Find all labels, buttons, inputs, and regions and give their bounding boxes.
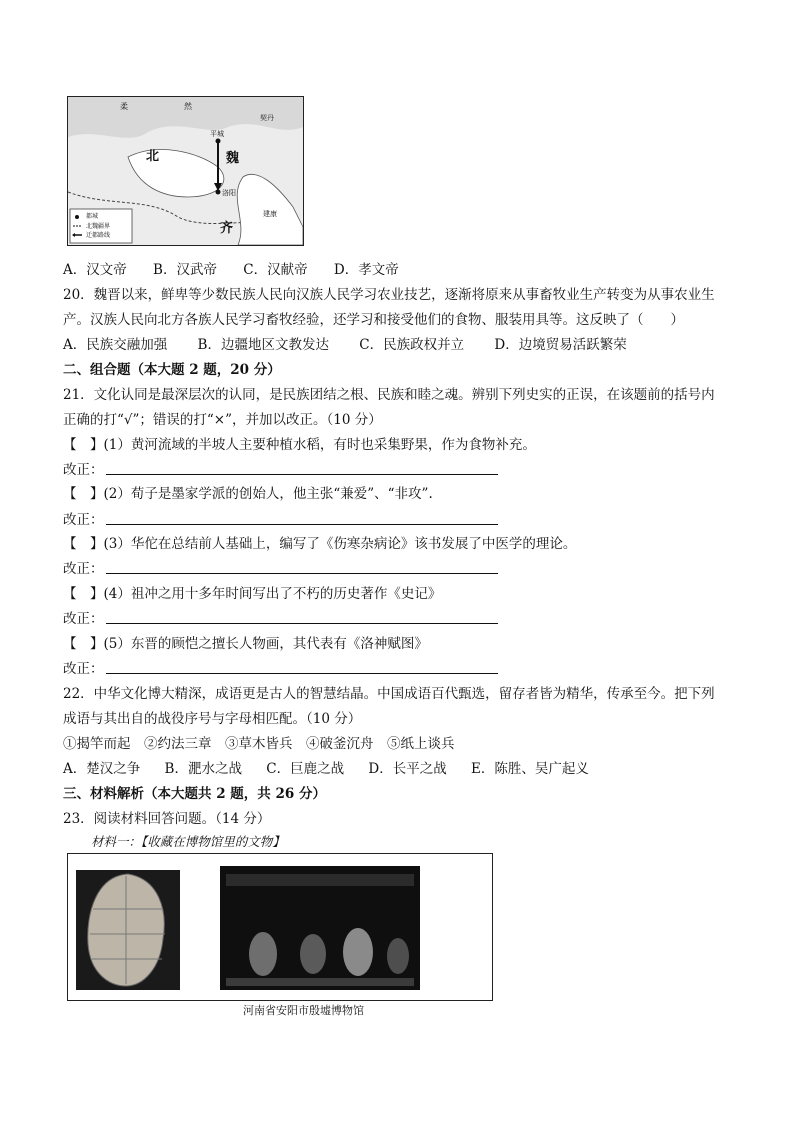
q22-option-b[interactable]: B．淝水之战 [164, 761, 242, 777]
q22-options [63, 757, 611, 777]
q21-correction-line-5[interactable] [106, 673, 498, 674]
northern-wei-map [67, 96, 304, 246]
q21-correction-label-5: 改正： [63, 661, 104, 677]
q19-option-b[interactable]: B．汉武帝 [153, 262, 217, 278]
q20-option-c[interactable]: C．民族政权并立 [359, 337, 465, 353]
legend-border: 北魏疆界 [86, 223, 111, 230]
q22-idioms: ①揭竿而起 ②约法三章 ③草木皆兵 ④破釜沉舟 ⑤纸上谈兵 [63, 736, 455, 752]
q21-correction-label-1: 改正： [63, 462, 104, 478]
q22-option-a[interactable]: A．楚汉之争 [63, 761, 141, 777]
museum-photos [68, 854, 492, 1000]
q20-stem-line2: 产。汉族人民向北方各族人民学习畜牧经验，还学习和接受他们的食物、服装用具等。这反映了（ ） [63, 312, 684, 328]
q22-option-c[interactable]: C．巨鹿之战 [266, 761, 345, 777]
map-label-rouran-2: 然 [184, 102, 192, 111]
q19-option-d[interactable]: D．孝文帝 [333, 262, 399, 278]
material-1-photos [67, 853, 493, 1001]
q21-stem-line2: 正确的打“√”；错误的打“×”，并加以改正。（10 分） [63, 412, 382, 428]
q21-correction-line-2[interactable] [106, 524, 498, 525]
q22-option-e[interactable]: E．陈胜、吴广起义 [471, 761, 589, 777]
map-label-qi: 齐 [220, 221, 234, 236]
q20-option-a[interactable]: A．民族交融加强 [63, 337, 168, 353]
q21-correction-label-4: 改正： [63, 611, 104, 627]
q21-correction-label-3: 改正： [63, 561, 104, 577]
legend-route: 迁都路线 [86, 232, 111, 239]
q19-options [63, 258, 421, 278]
map-label-rouran-1: 柔 [120, 102, 128, 111]
q22-option-d[interactable]: D．长平之战 [368, 761, 447, 777]
q21-correction-line-3[interactable] [106, 573, 498, 574]
map-label-wei: 魏 [226, 151, 240, 166]
map-label-khitan: 契丹 [260, 114, 274, 122]
material-1-caption: 河南省安阳市殷墟博物馆 [243, 1004, 364, 1017]
q19-option-a[interactable]: A．汉文帝 [63, 262, 127, 278]
map-label-bei: 北 [146, 149, 160, 164]
q21-item-5: 【 】(5）东晋的顾恺之擅长人物画，其代表有《洛神赋图》 [63, 636, 428, 652]
map-label-jiankang: 建康 [263, 210, 277, 218]
q23-stem: 23．阅读材料回答问题。（14 分） [63, 811, 271, 827]
legend-capital: 都城 [86, 213, 99, 220]
q21-item-4: 【 】(4）祖冲之用十多年时间写出了不朽的历史著作《史记》 [63, 586, 442, 602]
q22-stem-line1: 22．中华文化博大精深，成语更是古人的智慧结晶。中国成语百代甄选，留存者皆为精华，传承至今。把下列 [63, 686, 715, 702]
q21-item-1: 【 】(1）黄河流域的半坡人主要种植水稻，有时也采集野果，作为食物补充。 [63, 437, 536, 453]
q21-item-3: 【 】(3）华佗在总结前人基础上，编写了《伤寒杂病论》该书发展了中医学的理论。 [63, 536, 577, 552]
q20-option-d[interactable]: D．边境贸易活跃繁荣 [494, 337, 627, 353]
q21-item-2: 【 】(2）荀子是墨家学派的创始人，他主张“兼爱”、“非攻”. [63, 486, 433, 502]
q21-stem-line1: 21．文化认同是最深层次的认同，是民族团结之根、民族和睦之魂。辨别下列史实的正误，在该题前的括号内 [63, 387, 715, 403]
map-label-luoyang: 洛阳 [222, 189, 236, 197]
q20-stem-line1: 20．魏晋以来，鲜卑等少数民族人民向汉族人民学习农业技艺，逐渐将原来从事畜牧业生产转变为从事农业生 [63, 287, 715, 303]
material-1-title: 材料一：【收藏在博物馆里的文物】 [91, 834, 285, 849]
q20-option-b[interactable]: B．边疆地区文教发达 [197, 337, 329, 353]
section-3-heading: 三、材料解析（本大题共 2 题，共 26 分） [63, 786, 326, 802]
q21-correction-line-1[interactable] [106, 474, 498, 475]
section-2-heading: 二、组合题（本大题 2 题，20 分） [63, 362, 281, 378]
q21-correction-label-2: 改正： [63, 512, 104, 528]
q20-options [63, 333, 649, 353]
q21-correction-line-4[interactable] [106, 623, 498, 624]
q19-option-c[interactable]: C．汉献帝 [243, 262, 308, 278]
q22-stem-line2: 成语与其出自的战役序号与字母相匹配。（10 分） [63, 711, 362, 727]
map-label-pingcheng: 平城 [210, 130, 224, 138]
